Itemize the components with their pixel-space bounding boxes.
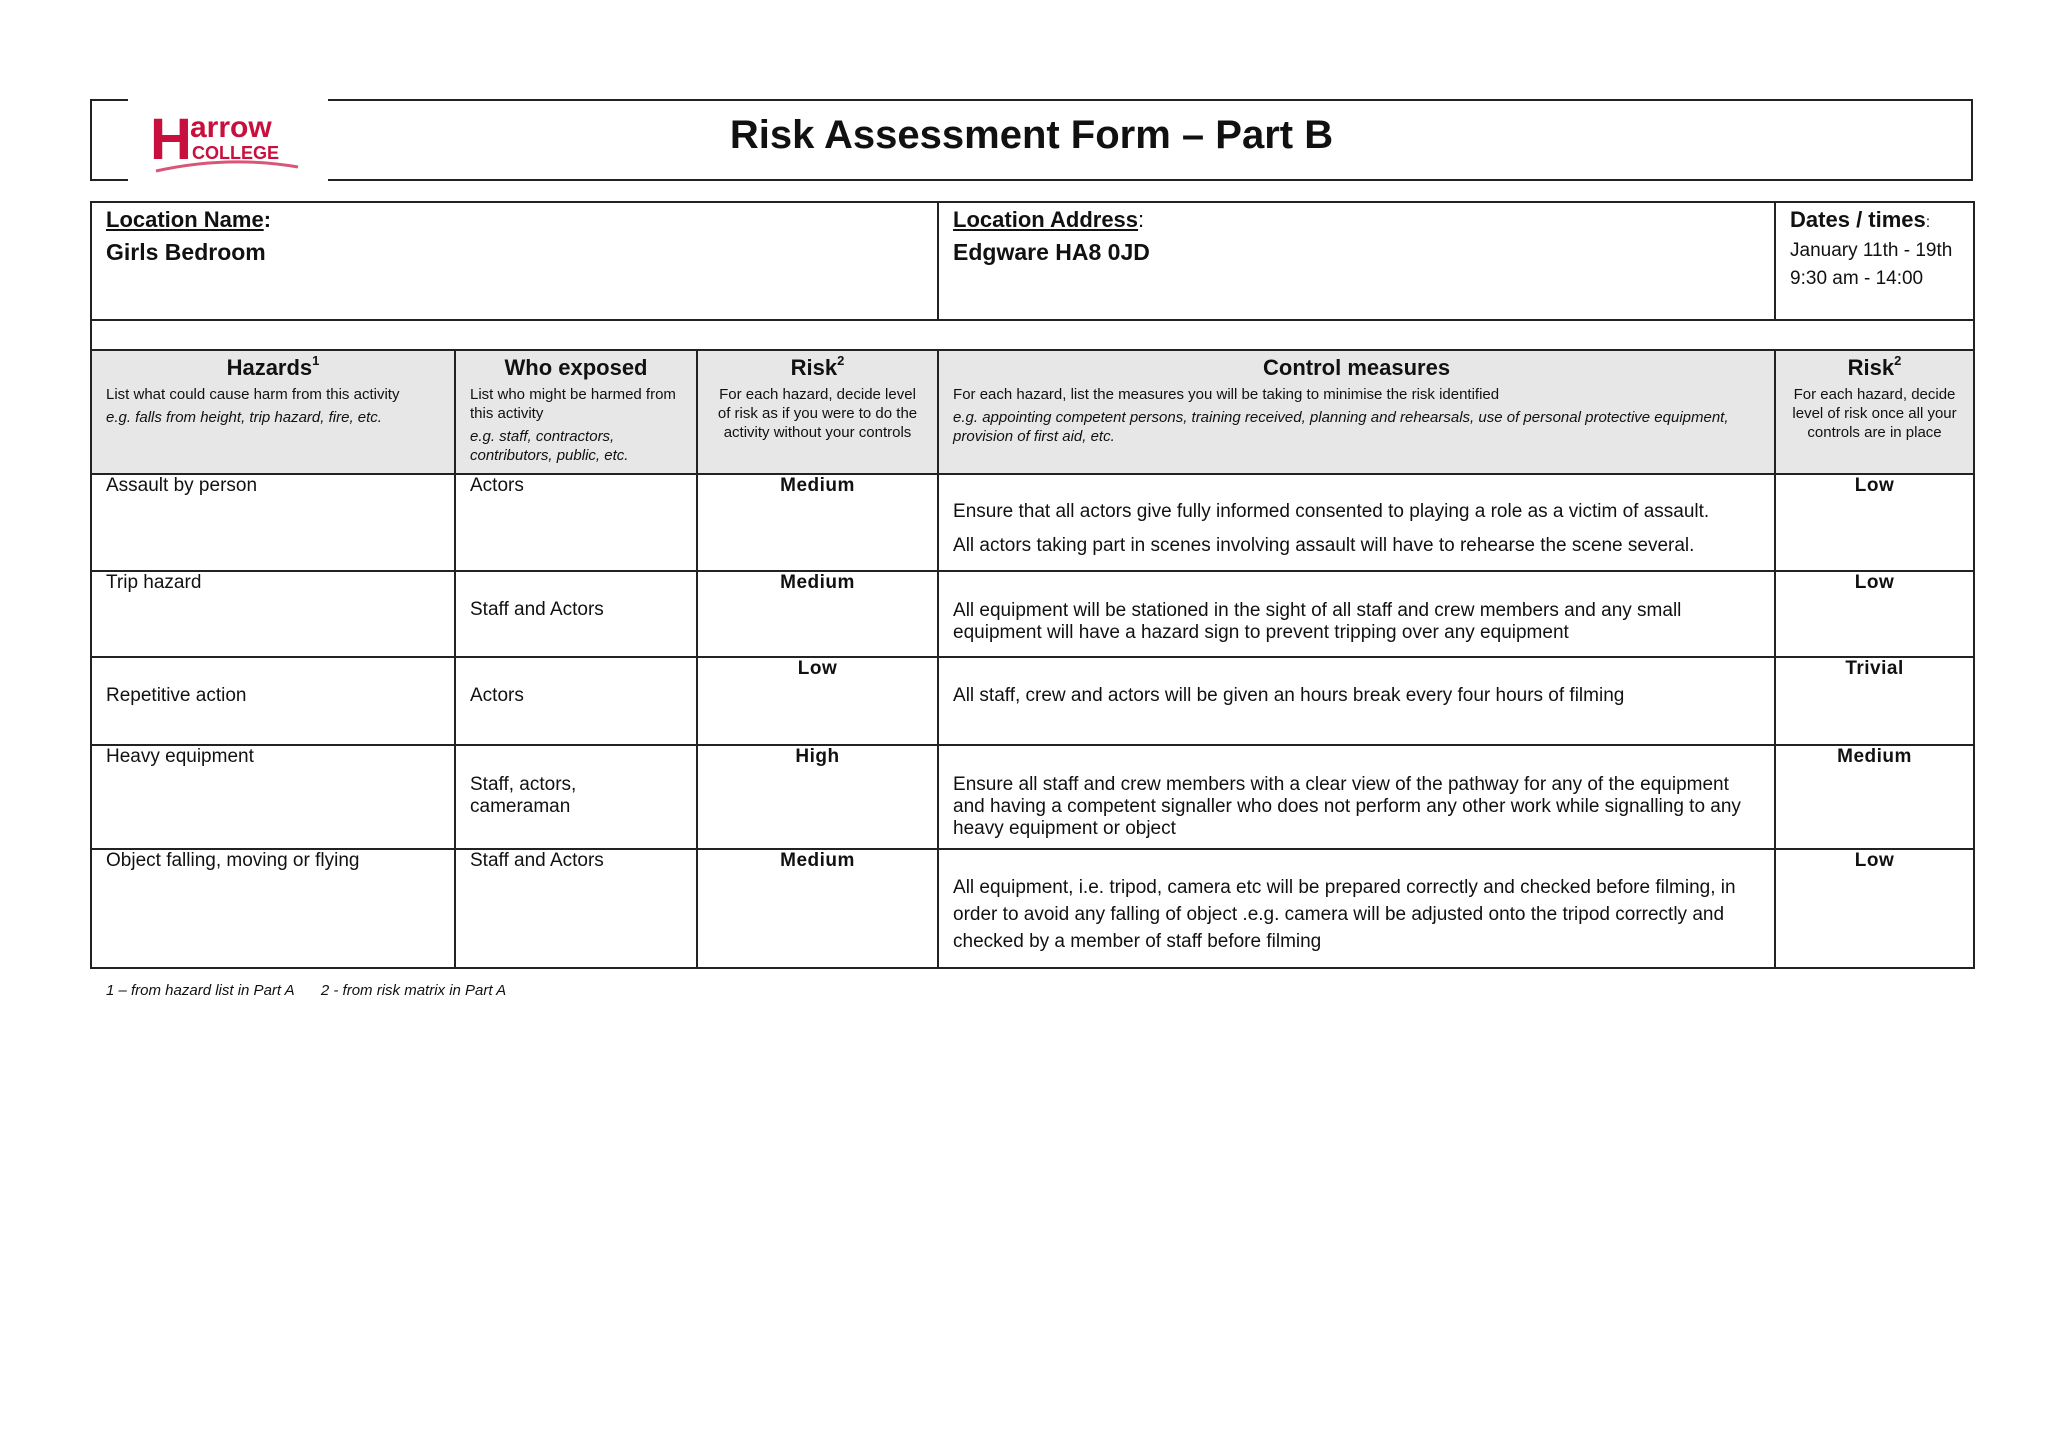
hazard-cell: Trip hazard [91,571,455,657]
control-cell [938,745,1775,849]
who-desc: List who might be harmed from this activity [470,386,676,422]
hazard-cell: Object falling, moving or flying [91,849,455,968]
control-header [938,350,1775,474]
table-row [91,849,1974,968]
location-name-value: Girls Bedroom [106,239,266,265]
control-text-2: All actors taking part in scenes involving assault will have to rehearse the scene several. [953,535,1695,556]
risk-after-title: Risk [1847,355,1895,380]
logo-bottom-text: COLLEGE [192,143,280,163]
control-text-1: All staff, crew and actors will be given an hours break every four hours of filming [953,685,1625,706]
hazard-cell: Assault by person [91,474,455,571]
hazards-header [91,350,455,474]
risk-before-desc: For each hazard, decide level of risk as if you were to do the activity without your controls [717,386,918,441]
control-desc: For each hazard, list the measures you will be taking to minimise the risk identified [953,386,1500,403]
hazards-sup: 1 [312,353,320,368]
risk-after-header [1775,350,1974,474]
who-cell: Staff, actors, cameraman [455,745,697,849]
who-cell: Staff and Actors [455,849,697,968]
risk-before-cell: Low [697,657,938,745]
control-title: Control measures [1263,355,1451,380]
dates-cell: Dates / times: January 11th - 19th 9:30 am - 14:00 [1775,202,1974,320]
who-cell: Staff and Actors [455,571,697,657]
location-address-value: Edgware HA8 0JD [953,239,1150,265]
risk-before-cell: Medium [697,849,938,968]
who-title: Who exposed [504,355,648,380]
who-cell: Actors [455,657,697,745]
control-cell [938,849,1775,968]
control-text-1: Ensure all staff and crew members with a clear view of the pathway for any of the equipment and having a competent signaller who does not perform any other work while signalling to any heavy equipment or object [953,774,1741,839]
hazards-eg: e.g. falls from height, trip hazard, fire, etc. [106,409,382,426]
table-row [91,745,1974,849]
risk-after-cell: Low [1775,571,1974,657]
hazard-cell: Heavy equipment [91,745,455,849]
footnotes [106,982,528,999]
control-eg: e.g. appointing competent persons, training received, planning and rehearsals, use of personal protective equipment, provision of first aid, etc. [953,409,1729,445]
risk-before-cell: Medium [697,474,938,571]
form-header [90,99,1973,181]
control-text-1: All equipment will be stationed in the sight of all staff and crew members and any small equipment will have a hazard sign to prevent tripping over any equipment [953,600,1682,643]
table-row [91,474,1974,571]
logo-initial: H [150,107,192,172]
control-cell [938,571,1775,657]
footnote-1: 1 – from hazard list in Part A [106,982,295,999]
risk-after-cell: Low [1775,474,1974,571]
risk-before-cell: High [697,745,938,849]
table-row [91,657,1974,745]
hazards-title: Hazards [226,355,313,380]
risk-before-header [697,350,938,474]
location-name-cell: Location Name: Girls Bedroom [91,202,938,320]
spacer-cell [91,320,1974,350]
risk-after-desc: For each hazard, decide level of risk once all your controls are in place [1792,386,1957,441]
column-header-row [91,350,1974,474]
control-text-1: All equipment, i.e. tripod, camera etc will be prepared correctly and checked before filming, in order to avoid any falling of object .e.g. camera will be adjusted onto the tripod correctly and checked by a member of staff before filming [953,877,1736,952]
who-eg: e.g. staff, contractors, contributors, public, etc. [470,428,629,464]
risk-assessment-table [90,201,1975,969]
location-row [91,202,1974,320]
risk-after-sup: 2 [1894,353,1902,368]
hazards-desc: List what could cause harm from this activity [106,386,400,403]
risk-before-sup: 2 [837,353,845,368]
hazard-cell: Repetitive action [91,657,455,745]
risk-after-cell: Low [1775,849,1974,968]
spacer-row [91,320,1974,350]
page-title: Risk Assessment Form – Part B [729,113,1334,157]
logo-top-text: arrow [190,111,272,144]
footnote-2: 2 - from risk matrix in Part A [320,982,507,999]
who-cell: Actors [455,474,697,571]
location-address-label: Location Address [953,207,1139,232]
table-row [91,571,1974,657]
dates-line-2: 9:30 am - 14:00 [1790,268,1924,289]
control-cell [938,657,1775,745]
risk-before-title: Risk [790,355,838,380]
risk-after-cell: Medium [1775,745,1974,849]
control-cell [938,474,1775,571]
risk-after-cell: Trivial [1775,657,1974,745]
location-name-label: Location Name [106,207,264,232]
risk-before-cell: Medium [697,571,938,657]
dates-label: Dates / times [1790,207,1926,232]
control-text-1: Ensure that all actors give fully informed consented to playing a role as a victim of assault. [953,501,1710,522]
dates-line-1: January 11th - 19th [1790,240,1953,261]
location-address-cell: Location Address: Edgware HA8 0JD [938,202,1775,320]
who-header [455,350,697,474]
